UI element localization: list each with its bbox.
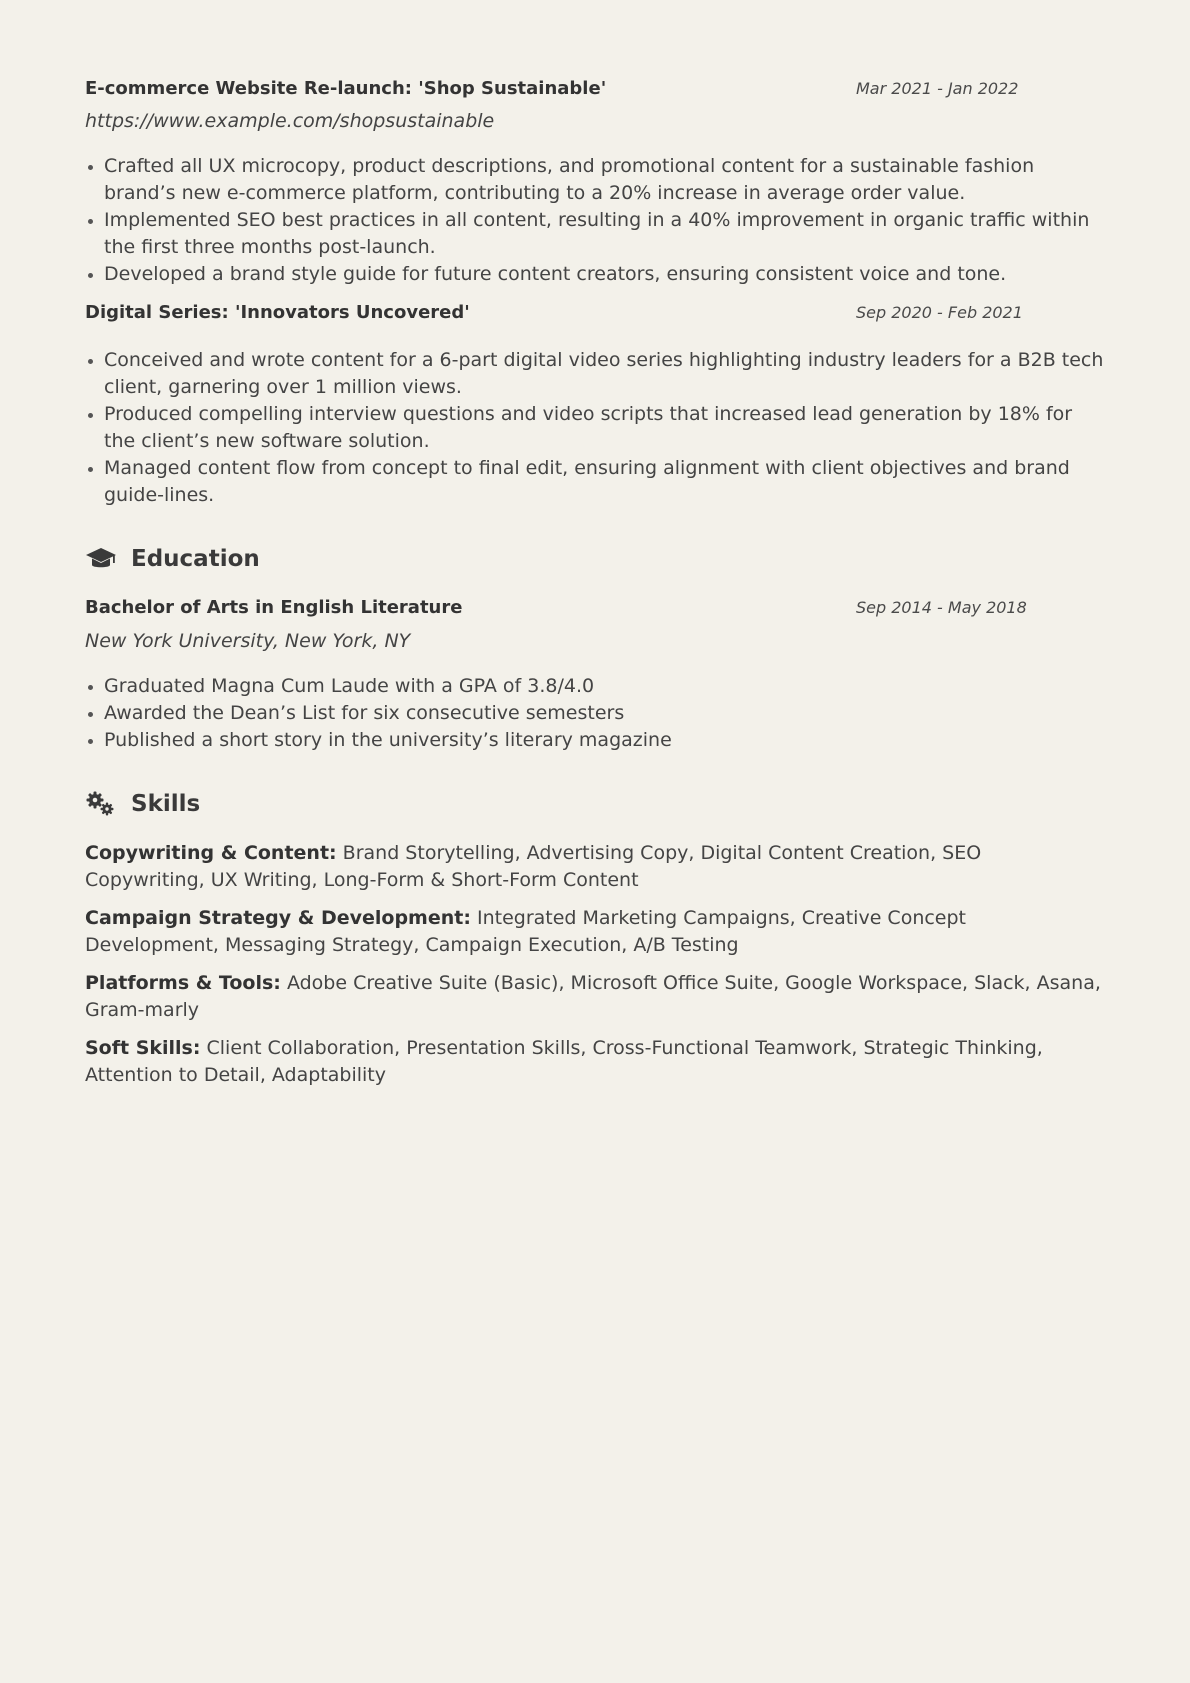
list-item: Implemented SEO best practices in all content, resulting in a 40% improvement in organic traffic within the first three months post-launch. bbox=[85, 207, 1105, 261]
list-item: Published a short story in the university’s literary magazine bbox=[85, 727, 1105, 754]
list-item: Produced compelling interview questions and video scripts that increased lead generation by 18% for the client’s new software solution. bbox=[85, 401, 1105, 455]
education-entry bbox=[85, 597, 1105, 754]
skill-items: Brand Storytelling, Advertising Copy, Digital Content Creation, SEO Copywriting, UX Writing, Long-Form & Short-Form Content bbox=[85, 842, 982, 891]
list-item: Conceived and wrote content for a 6-part digital video series highlighting industry leaders for a B2B tech client, garnering over 1 million views. bbox=[85, 347, 1105, 401]
project-bullet-list bbox=[85, 153, 1105, 288]
list-item: Developed a brand style guide for future content creators, ensuring consistent voice and tone. bbox=[85, 261, 1105, 288]
degree-title: Bachelor of Arts in English Literature bbox=[85, 597, 463, 618]
project-title: Digital Series: 'Innovators Uncovered' bbox=[85, 302, 470, 323]
school-name: New York University, New York, NY bbox=[85, 630, 411, 652]
list-item: Graduated Magna Cum Laude with a GPA of 3.8/4.0 bbox=[85, 673, 1105, 700]
list-item: Awarded the Dean’s List for six consecutive semesters bbox=[85, 700, 1105, 727]
gears-icon bbox=[85, 790, 117, 818]
skill-group-copywriting bbox=[85, 840, 1105, 894]
list-item: Crafted all UX microcopy, product descriptions, and promotional content for a sustainable fashion brand’s new e-commerce platform, contributing to a 20% increase in average order value. bbox=[85, 153, 1105, 207]
skill-group-campaign bbox=[85, 905, 1105, 959]
project-entry-shop-sustainable bbox=[85, 0, 1105, 288]
project-date: Sep 2020 - Feb 2021 bbox=[856, 303, 1023, 322]
project-header bbox=[85, 302, 1105, 323]
project-date: Mar 2021 - Jan 2022 bbox=[856, 79, 1019, 98]
section-title: Education bbox=[131, 546, 260, 572]
skills-section bbox=[85, 790, 1105, 1089]
graduation-cap-icon bbox=[85, 545, 117, 573]
skill-group-platforms bbox=[85, 970, 1105, 1024]
list-item: Managed content flow from concept to final edit, ensuring alignment with client objectives and brand guide-lines. bbox=[85, 455, 1105, 509]
section-title: Skills bbox=[131, 791, 201, 817]
project-url-link[interactable]: https://www.example.com/shopsustainable bbox=[85, 110, 495, 132]
skills-heading bbox=[85, 790, 1105, 818]
education-heading bbox=[85, 545, 1105, 573]
skill-label: Soft Skills: bbox=[85, 1037, 201, 1059]
skill-label: Copywriting & Content: bbox=[85, 842, 337, 864]
project-title: E-commerce Website Re-launch: 'Shop Sustainable' bbox=[85, 78, 607, 99]
project-header bbox=[85, 78, 1105, 99]
project-entry-innovators-uncovered bbox=[85, 302, 1105, 509]
project-bullet-list bbox=[85, 347, 1105, 509]
skill-label: Campaign Strategy & Development: bbox=[85, 907, 471, 929]
education-header bbox=[85, 597, 1105, 618]
education-date: Sep 2014 - May 2018 bbox=[856, 598, 1027, 617]
skill-items: Integrated Marketing Campaigns, Creative Concept Development, Messaging Strategy, Campaign Execution, A/B Testing bbox=[85, 907, 967, 956]
skill-items: Adobe Creative Suite (Basic), Microsoft Office Suite, Google Workspace, Slack, Asana, Gram-marly bbox=[85, 972, 1101, 1021]
education-section bbox=[85, 545, 1105, 754]
skill-items: Client Collaboration, Presentation Skills, Cross-Functional Teamwork, Strategic Thinking, Attention to Detail, Adaptability bbox=[85, 1037, 1043, 1086]
skill-label: Platforms & Tools: bbox=[85, 972, 281, 994]
education-bullet-list bbox=[85, 673, 1105, 754]
skill-group-soft-skills bbox=[85, 1035, 1105, 1089]
